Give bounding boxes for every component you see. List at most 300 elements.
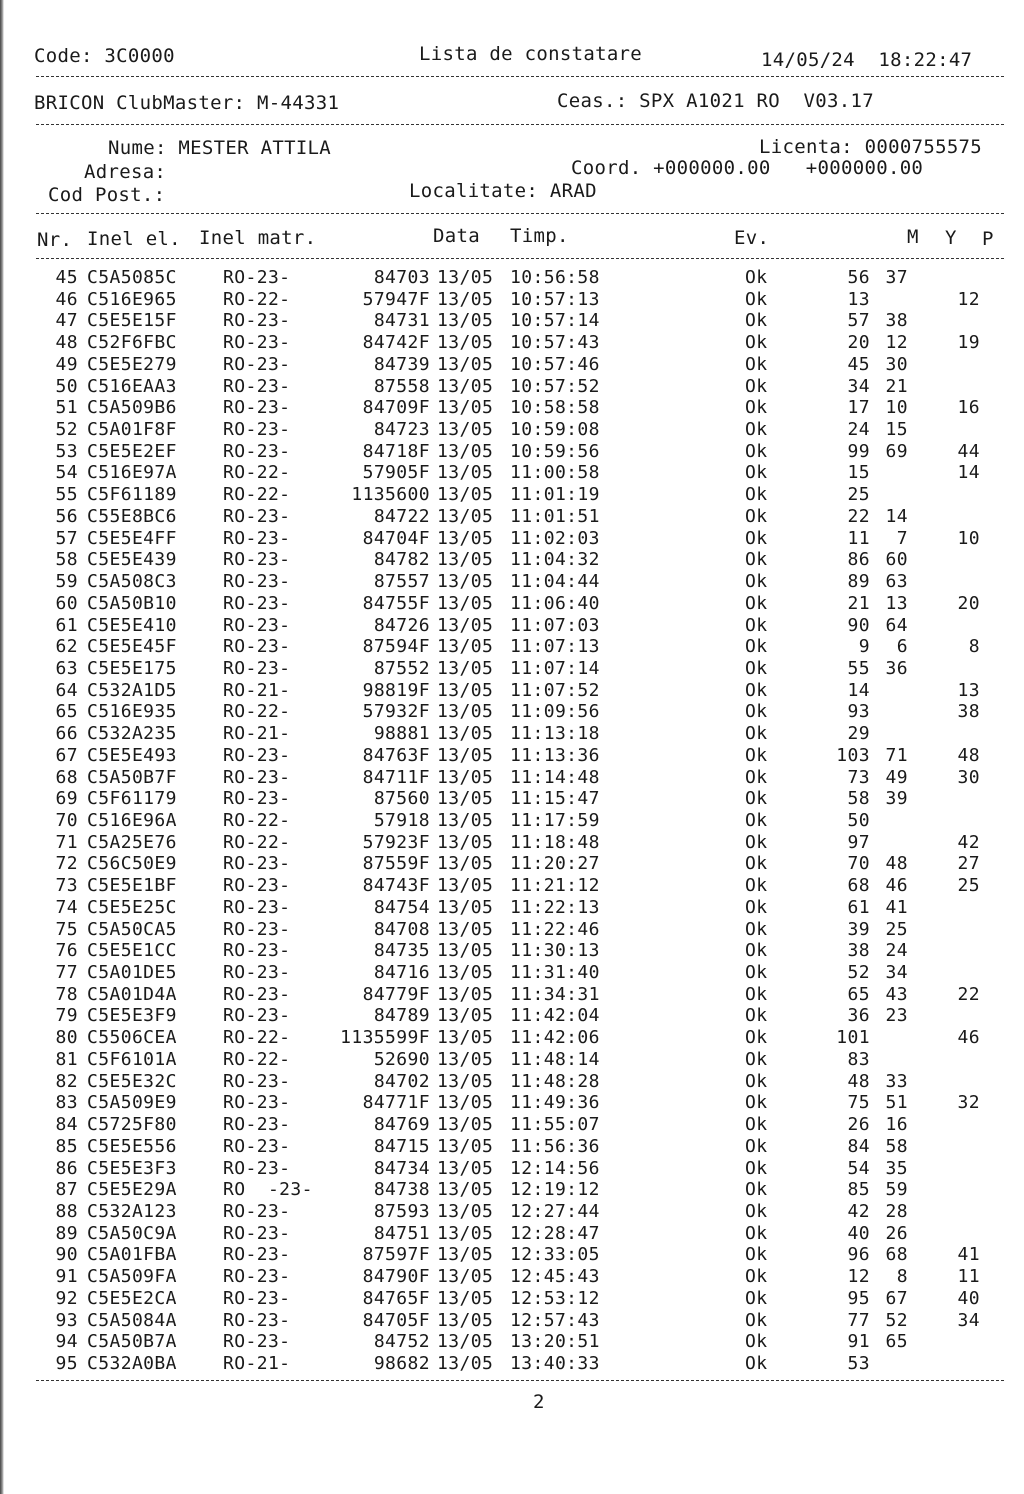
- cell-inel-el: C532A1D5: [87, 679, 177, 701]
- cell-p: 30: [957, 766, 980, 788]
- cell-ring-prefix: RO-23-: [223, 353, 291, 375]
- cell-ev: Ok: [745, 940, 768, 962]
- cell-inel-el: C5A01DE5: [87, 962, 177, 984]
- cell-ring-prefix: RO-23-: [223, 310, 291, 332]
- cell-ev: Ok: [745, 288, 768, 310]
- table-row: [0, 1179, 1024, 1201]
- cell-p: 44: [957, 440, 980, 462]
- cell-ring-number: 84771F: [362, 1092, 430, 1114]
- cell-time: 10:57:13: [510, 288, 600, 310]
- cell-m: 95: [847, 1287, 870, 1309]
- cell-y: 37: [885, 267, 908, 288]
- cell-m: 75: [847, 1092, 870, 1114]
- cell-nr: 63: [55, 657, 78, 679]
- cell-ring-number: 84789: [373, 1005, 430, 1027]
- cell-inel-el: C52F6FBC: [87, 332, 177, 354]
- cell-time: 11:07:52: [510, 679, 600, 701]
- cell-time: 10:59:56: [510, 440, 600, 462]
- cell-nr: 66: [55, 723, 78, 745]
- cell-inel-el: C5E5E45F: [87, 636, 177, 658]
- cell-m: 96: [847, 1244, 870, 1266]
- cell-ring-number: 87593: [373, 1200, 430, 1222]
- cell-inel-el: C5E5E29A: [87, 1179, 177, 1201]
- owner-coord: Coord. +000000.00 +000000.00: [571, 157, 924, 179]
- table-row: [0, 1049, 1024, 1071]
- cell-nr: 86: [55, 1157, 78, 1179]
- cell-inel-el: C55E8BC6: [87, 505, 177, 527]
- cell-ev: Ok: [745, 397, 768, 419]
- cell-nr: 81: [55, 1048, 78, 1070]
- cell-time: 11:48:28: [510, 1070, 600, 1092]
- cell-nr: 64: [55, 679, 78, 701]
- table-row: [0, 462, 1024, 484]
- table-row: [0, 1136, 1024, 1158]
- cell-date: 13/05: [437, 766, 494, 788]
- cell-nr: 73: [55, 875, 78, 897]
- cell-ev: Ok: [745, 1266, 768, 1288]
- cell-time: 12:53:12: [510, 1287, 600, 1309]
- cell-nr: 55: [55, 484, 78, 506]
- cell-date: 13/05: [437, 1222, 494, 1244]
- cell-time: 12:33:05: [510, 1244, 600, 1266]
- cell-ring-prefix: RO-23-: [223, 853, 291, 875]
- cell-ring-number: 98881: [373, 723, 430, 745]
- cell-y: 28: [885, 1200, 908, 1222]
- cell-ring-number: 84754: [373, 896, 430, 918]
- cell-ring-prefix: RO -23-: [223, 1179, 313, 1201]
- owner-licence: Licenta: 0000755575: [759, 136, 983, 158]
- cell-ring-prefix: RO-23-: [223, 1244, 291, 1266]
- col-p: P: [982, 228, 994, 250]
- table-row: [0, 853, 1024, 875]
- cell-ev: Ok: [745, 614, 768, 636]
- table-row: [0, 723, 1024, 745]
- cell-ring-prefix: RO-23-: [223, 440, 291, 462]
- cell-y: 24: [885, 940, 908, 962]
- cell-inel-el: C5A01FBA: [87, 1244, 177, 1266]
- table-row: [0, 267, 1024, 289]
- col-timp: Timp.: [510, 225, 569, 247]
- table-row: [0, 289, 1024, 311]
- cell-nr: 94: [55, 1331, 78, 1353]
- cell-ev: Ok: [745, 1222, 768, 1244]
- table-row: [0, 1244, 1024, 1266]
- cell-ev: Ok: [745, 1179, 768, 1201]
- cell-nr: 49: [55, 353, 78, 375]
- cell-time: 11:17:59: [510, 810, 600, 831]
- cell-time: 11:22:46: [510, 918, 600, 940]
- cell-inel-el: C5A50B7A: [87, 1331, 177, 1353]
- cell-ring-prefix: RO-23-: [223, 1331, 291, 1353]
- cell-ring-prefix: RO-23-: [223, 571, 291, 593]
- cell-ring-prefix: RO-23-: [223, 397, 291, 419]
- cell-m: 86: [847, 549, 870, 571]
- cell-p: 10: [957, 527, 980, 549]
- cell-date: 13/05: [437, 571, 494, 593]
- cell-ring-number: 84751: [373, 1222, 430, 1244]
- col-inel-el: Inel el.: [87, 228, 181, 250]
- table-row: [0, 984, 1024, 1006]
- cell-time: 12:14:56: [510, 1157, 600, 1179]
- cell-y: 26: [885, 1222, 908, 1244]
- cell-ev: Ok: [745, 853, 768, 875]
- cell-ev: Ok: [745, 1353, 768, 1374]
- table-row: [0, 615, 1024, 637]
- cell-nr: 52: [55, 419, 78, 441]
- cell-date: 13/05: [437, 1114, 494, 1136]
- cell-inel-el: C5E5E3F9: [87, 1005, 177, 1027]
- cell-date: 13/05: [437, 1179, 494, 1201]
- cell-inel-el: C516E96A: [87, 810, 177, 831]
- cell-nr: 57: [55, 527, 78, 549]
- cell-inel-el: C5E5E175: [87, 657, 177, 679]
- cell-ring-prefix: RO-23-: [223, 614, 291, 636]
- cell-ring-prefix: RO-23-: [223, 657, 291, 679]
- cell-ring-number: 87558: [373, 375, 430, 397]
- cell-y: 52: [885, 1309, 908, 1331]
- cell-m: 55: [847, 657, 870, 679]
- cell-nr: 89: [55, 1222, 78, 1244]
- cell-ring-number: 57918: [373, 810, 430, 831]
- cell-ring-number: 84734: [373, 1157, 430, 1179]
- cell-ev: Ok: [745, 810, 768, 831]
- cell-date: 13/05: [437, 1157, 494, 1179]
- cell-ring-prefix: RO-22-: [223, 1048, 291, 1070]
- separator-line: [36, 213, 1004, 214]
- cell-time: 10:57:52: [510, 375, 600, 397]
- cell-ring-number: 87594F: [362, 636, 430, 658]
- cell-ev: Ok: [745, 744, 768, 766]
- cell-ev: Ok: [745, 549, 768, 571]
- cell-y: 15: [885, 419, 908, 441]
- cell-date: 13/05: [437, 1092, 494, 1114]
- cell-p: 46: [957, 1027, 980, 1049]
- cell-date: 13/05: [437, 353, 494, 375]
- cell-ring-prefix: RO-23-: [223, 940, 291, 962]
- cell-nr: 90: [55, 1244, 78, 1266]
- cell-m: 83: [847, 1048, 870, 1070]
- cell-time: 11:07:03: [510, 614, 600, 636]
- cell-nr: 48: [55, 332, 78, 354]
- cell-inel-el: C5E5E32C: [87, 1070, 177, 1092]
- cell-ring-prefix: RO-23-: [223, 1222, 291, 1244]
- cell-date: 13/05: [437, 940, 494, 962]
- table-row: [0, 354, 1024, 376]
- cell-inel-el: C5E5E1BF: [87, 875, 177, 897]
- cell-y: 30: [885, 353, 908, 375]
- cell-y: 38: [885, 310, 908, 332]
- cell-ring-prefix: RO-23-: [223, 549, 291, 571]
- cell-date: 13/05: [437, 788, 494, 810]
- table-row: [0, 897, 1024, 919]
- page-number: 2: [533, 1391, 545, 1413]
- cell-y: 60: [885, 549, 908, 571]
- cell-ev: Ok: [745, 267, 768, 288]
- col-data: Data: [433, 225, 480, 247]
- cell-inel-el: C5A50CA5: [87, 918, 177, 940]
- cell-m: 48: [847, 1070, 870, 1092]
- cell-time: 11:02:03: [510, 527, 600, 549]
- owner-locality: Localitate: ARAD: [409, 180, 597, 202]
- cell-ev: Ok: [745, 1005, 768, 1027]
- cell-time: 11:22:13: [510, 896, 600, 918]
- cell-ring-number: 84708: [373, 918, 430, 940]
- cell-ev: Ok: [745, 788, 768, 810]
- table-row: [0, 441, 1024, 463]
- cell-p: 27: [957, 853, 980, 875]
- table-row: [0, 1331, 1024, 1353]
- cell-m: 93: [847, 701, 870, 723]
- cell-ev: Ok: [745, 505, 768, 527]
- cell-p: 32: [957, 1092, 980, 1114]
- cell-y: 59: [885, 1179, 908, 1201]
- table-row: [0, 1158, 1024, 1180]
- cell-ring-number: 84743F: [362, 875, 430, 897]
- cell-m: 53: [847, 1353, 870, 1374]
- cell-m: 56: [847, 267, 870, 288]
- cell-y: 63: [885, 571, 908, 593]
- cell-time: 11:21:12: [510, 875, 600, 897]
- cell-time: 13:20:51: [510, 1331, 600, 1353]
- cell-ring-number: 52690: [373, 1048, 430, 1070]
- cell-m: 90: [847, 614, 870, 636]
- cell-inel-el: C5E5E439: [87, 549, 177, 571]
- cell-ring-number: 84779F: [362, 983, 430, 1005]
- cell-ev: Ok: [745, 766, 768, 788]
- cell-y: 13: [885, 592, 908, 614]
- cell-date: 13/05: [437, 310, 494, 332]
- cell-m: 26: [847, 1114, 870, 1136]
- cell-time: 10:59:08: [510, 419, 600, 441]
- cell-time: 12:27:44: [510, 1200, 600, 1222]
- cell-inel-el: C516E97A: [87, 462, 177, 484]
- cell-m: 12: [847, 1266, 870, 1288]
- cell-ring-prefix: RO-23-: [223, 636, 291, 658]
- cell-ev: Ok: [745, 657, 768, 679]
- table-row: [0, 310, 1024, 332]
- cell-m: 50: [847, 810, 870, 831]
- table-row: [0, 767, 1024, 789]
- cell-ev: Ok: [745, 875, 768, 897]
- cell-ring-prefix: RO-23-: [223, 1005, 291, 1027]
- cell-nr: 79: [55, 1005, 78, 1027]
- cell-y: 67: [885, 1287, 908, 1309]
- cell-p: 22: [957, 983, 980, 1005]
- cell-ev: Ok: [745, 1092, 768, 1114]
- cell-ev: Ok: [745, 831, 768, 853]
- table-row: [0, 745, 1024, 767]
- cell-date: 13/05: [437, 375, 494, 397]
- cell-date: 13/05: [437, 1135, 494, 1157]
- cell-y: 25: [885, 918, 908, 940]
- cell-date: 13/05: [437, 1309, 494, 1331]
- cell-m: 77: [847, 1309, 870, 1331]
- cell-time: 11:56:36: [510, 1135, 600, 1157]
- cell-ev: Ok: [745, 1027, 768, 1049]
- cell-ring-number: 84718F: [362, 440, 430, 462]
- cell-m: 70: [847, 853, 870, 875]
- cell-ring-number: 84704F: [362, 527, 430, 549]
- cell-y: 46: [885, 875, 908, 897]
- cell-ring-prefix: RO-23-: [223, 1157, 291, 1179]
- cell-ev: Ok: [745, 484, 768, 506]
- cell-m: 54: [847, 1157, 870, 1179]
- cell-nr: 65: [55, 701, 78, 723]
- cell-y: 58: [885, 1135, 908, 1157]
- cell-nr: 95: [55, 1353, 78, 1374]
- cell-m: 89: [847, 571, 870, 593]
- table-row: [0, 1223, 1024, 1245]
- cell-nr: 78: [55, 983, 78, 1005]
- cell-date: 13/05: [437, 484, 494, 506]
- cell-date: 13/05: [437, 527, 494, 549]
- cell-nr: 68: [55, 766, 78, 788]
- cell-nr: 74: [55, 896, 78, 918]
- cell-nr: 82: [55, 1070, 78, 1092]
- cell-ring-number: 84702: [373, 1070, 430, 1092]
- cell-ring-number: 87557: [373, 571, 430, 593]
- cell-inel-el: C532A123: [87, 1200, 177, 1222]
- cell-p: 20: [957, 592, 980, 614]
- cell-time: 11:30:13: [510, 940, 600, 962]
- cell-date: 13/05: [437, 397, 494, 419]
- cell-m: 15: [847, 462, 870, 484]
- cell-ev: Ok: [745, 332, 768, 354]
- cell-m: 99: [847, 440, 870, 462]
- cell-ring-prefix: RO-23-: [223, 1135, 291, 1157]
- cell-nr: 80: [55, 1027, 78, 1049]
- cell-m: 85: [847, 1179, 870, 1201]
- cell-time: 11:31:40: [510, 962, 600, 984]
- cell-ring-number: 57932F: [362, 701, 430, 723]
- cell-time: 12:28:47: [510, 1222, 600, 1244]
- cell-nr: 69: [55, 788, 78, 810]
- cell-m: 68: [847, 875, 870, 897]
- cell-inel-el: C532A0BA: [87, 1353, 177, 1374]
- cell-time: 11:13:18: [510, 723, 600, 745]
- cell-ring-prefix: RO-23-: [223, 788, 291, 810]
- cell-date: 13/05: [437, 1266, 494, 1288]
- cell-ring-number: 1135599F: [340, 1027, 430, 1049]
- cell-p: 40: [957, 1287, 980, 1309]
- report-title: Lista de constatare: [419, 43, 643, 65]
- clock-info: Ceas.: SPX A1021 RO V03.17: [557, 90, 874, 112]
- table-row: [0, 1310, 1024, 1332]
- table-row: [0, 962, 1024, 984]
- table-row: [0, 636, 1024, 658]
- col-inel-matr: Inel matr.: [199, 227, 317, 249]
- cell-ev: Ok: [745, 571, 768, 593]
- cell-m: 14: [847, 679, 870, 701]
- cell-inel-el: C5A509B6: [87, 397, 177, 419]
- cell-inel-el: C56C50E9: [87, 853, 177, 875]
- cell-m: 34: [847, 375, 870, 397]
- cell-ring-prefix: RO-22-: [223, 831, 291, 853]
- cell-p: 25: [957, 875, 980, 897]
- cell-ev: Ok: [745, 462, 768, 484]
- cell-p: 19: [957, 332, 980, 354]
- cell-date: 13/05: [437, 1070, 494, 1092]
- owner-name: Nume: MESTER ATTILA: [108, 137, 332, 159]
- cell-date: 13/05: [437, 983, 494, 1005]
- cell-ev: Ok: [745, 1200, 768, 1222]
- cell-nr: 59: [55, 571, 78, 593]
- cell-y: 6: [896, 636, 908, 658]
- cell-m: 73: [847, 766, 870, 788]
- cell-ev: Ok: [745, 592, 768, 614]
- cell-date: 13/05: [437, 614, 494, 636]
- cell-ev: Ok: [745, 1114, 768, 1136]
- cell-date: 13/05: [437, 962, 494, 984]
- cell-ring-prefix: RO-23-: [223, 505, 291, 527]
- cell-ring-prefix: RO-22-: [223, 288, 291, 310]
- cell-ring-number: 1135600: [351, 484, 430, 506]
- cell-time: 11:55:07: [510, 1114, 600, 1136]
- cell-ring-prefix: RO-23-: [223, 267, 291, 288]
- cell-y: 10: [885, 397, 908, 419]
- table-row: [0, 658, 1024, 680]
- cell-ring-prefix: RO-23-: [223, 592, 291, 614]
- cell-ring-number: 87560: [373, 788, 430, 810]
- cell-ring-prefix: RO-23-: [223, 1200, 291, 1222]
- cell-m: 40: [847, 1222, 870, 1244]
- cell-m: 9: [858, 636, 870, 658]
- cell-ev: Ok: [745, 636, 768, 658]
- cell-ring-number: 84703: [373, 267, 430, 288]
- cell-ring-number: 84723: [373, 419, 430, 441]
- table-row: [0, 1005, 1024, 1027]
- cell-time: 12:57:43: [510, 1309, 600, 1331]
- cell-y: 7: [896, 527, 908, 549]
- cell-ring-number: 84716: [373, 962, 430, 984]
- cell-ev: Ok: [745, 1048, 768, 1070]
- table-row: [0, 484, 1024, 506]
- cell-ring-number: 84739: [373, 353, 430, 375]
- cell-time: 11:06:40: [510, 592, 600, 614]
- cell-nr: 84: [55, 1114, 78, 1136]
- cell-nr: 67: [55, 744, 78, 766]
- cell-ring-prefix: RO-23-: [223, 766, 291, 788]
- cell-y: 68: [885, 1244, 908, 1266]
- cell-m: 52: [847, 962, 870, 984]
- cell-ring-prefix: RO-23-: [223, 419, 291, 441]
- cell-ring-number: 84755F: [362, 592, 430, 614]
- table-row: [0, 397, 1024, 419]
- cell-time: 11:14:48: [510, 766, 600, 788]
- cell-ring-prefix: RO-23-: [223, 962, 291, 984]
- cell-p: 12: [957, 288, 980, 310]
- cell-ring-number: 84790F: [362, 1266, 430, 1288]
- cell-date: 13/05: [437, 636, 494, 658]
- cell-time: 11:20:27: [510, 853, 600, 875]
- cell-ev: Ok: [745, 1070, 768, 1092]
- cell-ev: Ok: [745, 419, 768, 441]
- cell-date: 13/05: [437, 1353, 494, 1374]
- cell-ring-number: 84735: [373, 940, 430, 962]
- cell-time: 11:07:13: [510, 636, 600, 658]
- cell-m: 22: [847, 505, 870, 527]
- cell-m: 13: [847, 288, 870, 310]
- cell-inel-el: C5E5E4FF: [87, 527, 177, 549]
- table-row: [0, 875, 1024, 897]
- cell-y: 36: [885, 657, 908, 679]
- cell-p: 48: [957, 744, 980, 766]
- cell-time: 13:40:33: [510, 1353, 600, 1374]
- cell-y: 21: [885, 375, 908, 397]
- report-datetime: 14/05/24 18:22:47: [761, 49, 973, 71]
- cell-date: 13/05: [437, 267, 494, 288]
- cell-ring-number: 84742F: [362, 332, 430, 354]
